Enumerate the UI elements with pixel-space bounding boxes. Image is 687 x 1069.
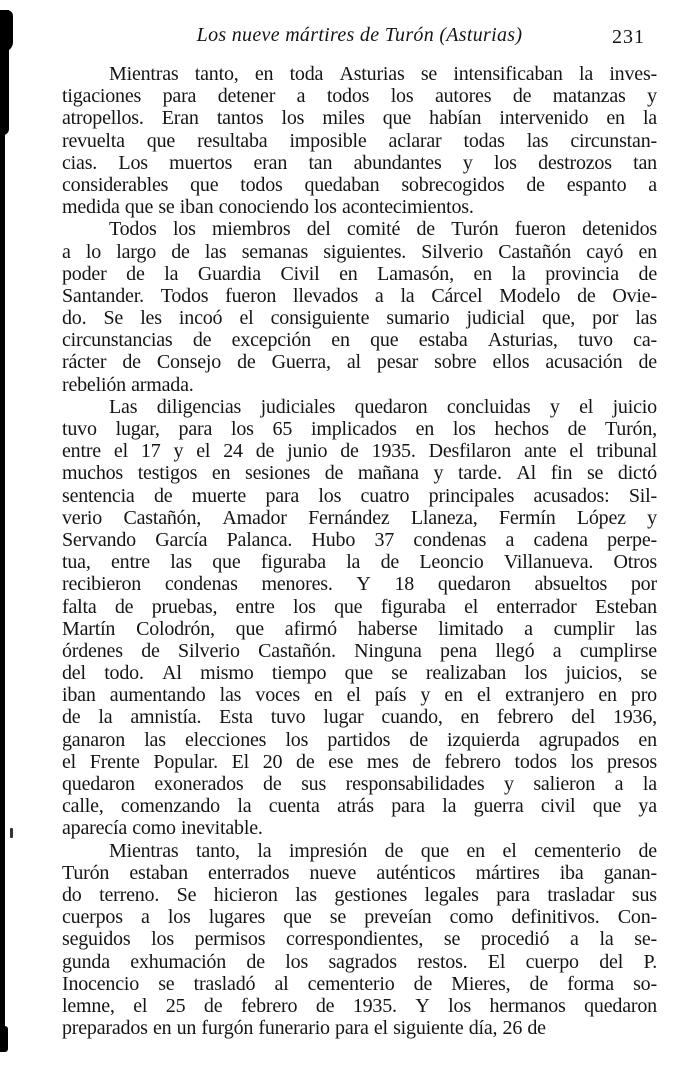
text-line: do. Se les incoó el consiguiente sumario judicial que, por las bbox=[62, 307, 657, 330]
text-line: medida que se iban conociendo los acontecimientos. bbox=[62, 196, 474, 219]
text-line: Servando García Palanca. Hubo 37 condenas a cadena perpe- bbox=[62, 528, 657, 551]
text-line: tua, entre las que figuraba la de Leoncio Villanueva. Otros bbox=[62, 551, 657, 574]
text-line: órdenes de Silverio Castañón. Ninguna pena llegó a cumplirse bbox=[62, 639, 657, 662]
paragraph bbox=[62, 840, 657, 1040]
text-line: cuerpos a los lugares que se preveían como definitivos. Con- bbox=[62, 906, 657, 929]
text-line: Mientras tanto, la impresión de que en el cementerio de bbox=[109, 839, 657, 862]
text-line: de la amnistía. Esta tuvo lugar cuando, en febrero del 1936, bbox=[62, 706, 657, 729]
text-line: a lo largo de las semanas siguientes. Silverio Castañón cayó en bbox=[62, 240, 657, 263]
text-line: Inocencio se trasladó al cementerio de Mieres, de forma so- bbox=[62, 972, 657, 995]
text-line: muchos testigos en sesiones de mañana y tarde. Al fin se dictó bbox=[62, 462, 657, 485]
text-line: lemne, el 25 de febrero de 1935. Y los hermanos quedaron bbox=[62, 994, 657, 1017]
text-line: aparecía como inevitable. bbox=[62, 817, 263, 840]
body-text bbox=[62, 63, 657, 1039]
text-line: calle, comenzando la cuenta atrás para la guerra civil que ya bbox=[62, 795, 657, 818]
paragraph bbox=[62, 63, 657, 218]
text-line: el Frente Popular. El 20 de ese mes de febrero todos los presos bbox=[62, 750, 657, 773]
text-line: do terreno. Se hicieron las gestiones legales para trasladar sus bbox=[62, 883, 657, 906]
paragraph bbox=[62, 218, 657, 396]
text-line: preparados en un furgón funerario para el siguiente día, 26 de bbox=[62, 1017, 546, 1040]
text-line: iban aumentando las voces en el país y en el extranjero en pro bbox=[62, 684, 657, 707]
text-line: recibieron condenas menores. Y 18 quedaron absueltos por bbox=[62, 573, 657, 596]
running-title: Los nueve mártires de Turón (Asturias) bbox=[196, 24, 523, 46]
text-line: Mientras tanto, en toda Asturias se intensificaban la inves- bbox=[109, 63, 657, 85]
scan-edge-artifact-bottom bbox=[0, 1026, 8, 1052]
text-line: gunda exhumación de los sagrados restos. El cuerpo del P. bbox=[62, 950, 657, 973]
text-line: Las diligencias judiciales quedaron concluidas y el juicio bbox=[109, 395, 657, 418]
paragraph bbox=[62, 396, 657, 840]
text-line: rebelión armada. bbox=[62, 373, 194, 396]
text-line: poder de la Guardia Civil en Lamasón, en la provincia de bbox=[62, 262, 657, 285]
text-line: revuelta que resultaba imposible aclarar todas las circunstan- bbox=[62, 129, 657, 152]
scan-speck-artifact bbox=[10, 828, 13, 838]
text-line: del todo. Al mismo tiempo que se realizaban los juicios, se bbox=[62, 662, 657, 685]
text-line: verio Castañón, Amador Fernández Llaneza, Fermín López y bbox=[62, 506, 657, 529]
text-line: entre el 17 y el 24 de junio de 1935. Desfilaron ante el tribunal bbox=[62, 440, 657, 463]
text-line: falta de pruebas, entre los que figuraba el enterrador Esteban bbox=[62, 595, 657, 618]
text-line: seguidos los permisos correspondientes, se procedió a la se- bbox=[62, 928, 657, 951]
text-line: cias. Los muertos eran tan abundantes y los destrozos tan bbox=[62, 151, 657, 174]
text-line: Turón estaban enterrados nueve auténticos mártires iba ganan- bbox=[62, 861, 657, 884]
text-line: Todos los miembros del comité de Turón fueron detenidos bbox=[109, 218, 657, 241]
page-header bbox=[62, 24, 657, 52]
text-line: considerables que todos quedaban sobrecogidos de espanto a bbox=[62, 173, 657, 196]
text-line: sentencia de muerte para los cuatro principales acusados: Sil- bbox=[62, 484, 657, 507]
text-line: ganaron las elecciones los partidos de izquierda agrupados en bbox=[62, 728, 657, 751]
text-line: circunstancias de excepción en que estaba Asturias, tuvo ca- bbox=[62, 329, 657, 352]
scan-edge-artifact bbox=[0, 10, 5, 1048]
text-line: Santander. Todos fueron llevados a la Cárcel Modelo de Ovie- bbox=[62, 284, 657, 307]
text-line: quedaron exonerados de sus responsabilidades y salieron a la bbox=[62, 773, 657, 795]
text-line: tuvo lugar, para los 65 implicados en los hechos de Turón, bbox=[62, 418, 657, 440]
text-line: Martín Colodrón, que afirmó haberse limitado a cumplir las bbox=[62, 617, 657, 640]
page-number: 231 bbox=[612, 26, 645, 48]
text-line: rácter de Consejo de Guerra, al pesar sobre ellos acusación de bbox=[62, 351, 657, 374]
scan-edge-artifact-top bbox=[0, 10, 13, 52]
text-line: atropellos. Eran tantos los miles que habían intervenido en la bbox=[62, 107, 657, 130]
text-line: tigaciones para detener a todos los autores de matanzas y bbox=[62, 85, 657, 108]
